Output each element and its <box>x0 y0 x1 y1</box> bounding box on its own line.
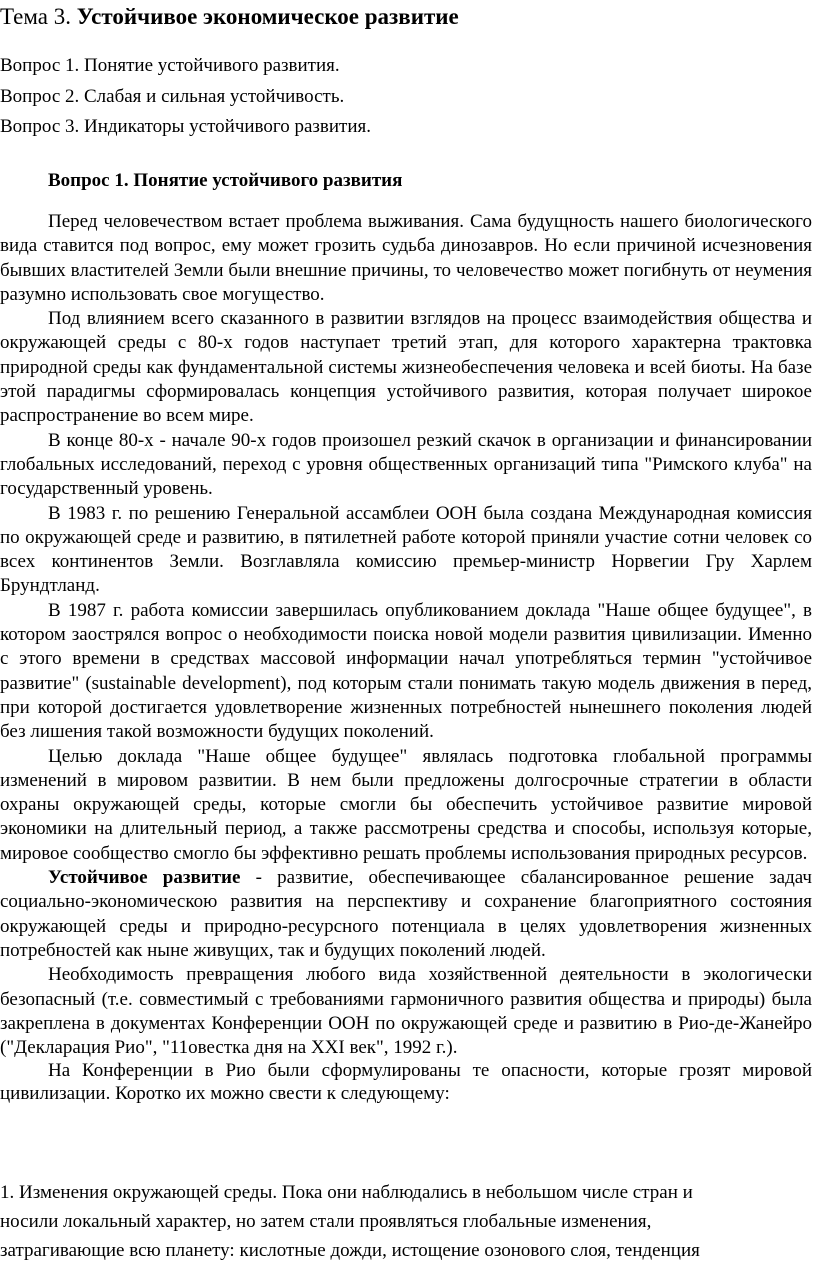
body-text <box>0 210 812 1106</box>
section-heading: Вопрос 1. Понятие устойчивого развития <box>48 170 403 191</box>
title-prefix: Тема 3. <box>0 4 71 29</box>
paragraph: Под влиянием всего сказанного в развитии взглядов на процесс взаимодействия общества и окружающей среды с 80-х годов наступает третий этап, для которого характерна трактовка природной среды как фундаментальной системы жизнеобеспечения человека и всей биоты. На базе этой парадигмы сформировалась концепция устойчивого развития, которая получает широкое распространение во всем мире. <box>0 308 812 427</box>
definition-term: Устойчивое развитие <box>48 867 241 889</box>
list-line: 1. Изменения окружающей среды. Пока они наблюдались в небольшом числе стран и <box>0 1182 693 1203</box>
question-item: Вопрос 1. Понятие устойчивого развития. <box>0 55 340 76</box>
question-item: Вопрос 2. Слабая и сильная устойчивость. <box>0 86 345 107</box>
definition-text: - развитие, обеспечивающее сбалансированное решение задач социально-экономическою развития на перспективу и сохранение благоприятного состояния окружающей среды и природно-ресурсного потенциала в целях удовлетворения жизненных потребностей как ныне живущих, так и будущих поколений людей. <box>0 867 812 961</box>
title-main: Устойчивое экономическое развитие <box>76 4 459 29</box>
paragraph: Перед человечеством встает проблема выживания. Сама будущность нашего биологического вида ставится под вопрос, ему может грозить судьба динозавров. Но если причиной исчезновения бывших властителей Земли были внешние причины, то человечество может погибнуть от неумения разумно использовать свое могущество. <box>0 211 812 305</box>
numbered-list <box>0 1178 812 1265</box>
definition-paragraph <box>0 866 812 963</box>
paragraph: В 1987 г. работа комиссии завершилась опубликованием доклада "Наше общее будущее", в котором заострялся вопрос о необходимости поиска новой модели развития цивилизации. Именно с этого времени в средствах массовой информации начал употребляться термин "устойчивое развитие" (sustainable development), под которым стали понимать такую модель движения в перед, при которой достигается удовлетворение жизненных потребностей нынешнего поколения людей без лишения такой возможности будущих поколений. <box>0 599 812 743</box>
paragraph: На Конференции в Рио были сформулированы те опасности, которые грозят мировой цивилизации. Коротко их можно свести к следующему: <box>0 1060 812 1105</box>
list-line: носили локальный характер, но затем стали проявляться глобальные изменения, <box>0 1211 652 1232</box>
document-title <box>0 2 459 32</box>
list-line: затрагивающие всю планету: кислотные дожди, истощение озонового слоя, тенденция <box>0 1240 700 1261</box>
paragraph: Необходимость превращения любого вида хозяйственной деятельности в экологически безопасный (т.е. совместимый с требованиями гармоничного развития общества и природы) была закреплена в документах Конференции ООН по окружающей среде и развитию в Рио-де-Жанейро ("Декларация Рио", "11овестка дня на XXI век", 1992 г.). <box>0 964 812 1059</box>
question-item: Вопрос 3. Индикаторы устойчивого развития. <box>0 116 372 137</box>
paragraph: В конце 80-х - начале 90-х годов произошел резкий скачок в организации и финансировании глобальных исследований, переход с уровня общественных организаций типа "Римского клуба" на государственный уровень. <box>0 429 812 500</box>
paragraph: Целью доклада "Наше общее будущее" являлась подготовка глобальной программы изменений в мировом развитии. В нем были предложены долгосрочные стратегии в области охраны окружающей среды, которые смогли бы обеспечить устойчивое развитие мировой экономики на длительный период, а также рассмотрены средства и способы, используя которые, мировое сообщество смогло бы эффективно решать проблемы использования природных ресурсов. <box>0 745 812 864</box>
paragraph: В 1983 г. по решению Генеральной ассамблеи ООН была создана Международная комиссия по окружающей среде и развитию, в пятилетней работе которой приняли участие сотни человек со всех континентов Земли. Возглавляла комиссию премьер-министр Норвегии Гру Харлем Брундтланд. <box>0 502 812 597</box>
